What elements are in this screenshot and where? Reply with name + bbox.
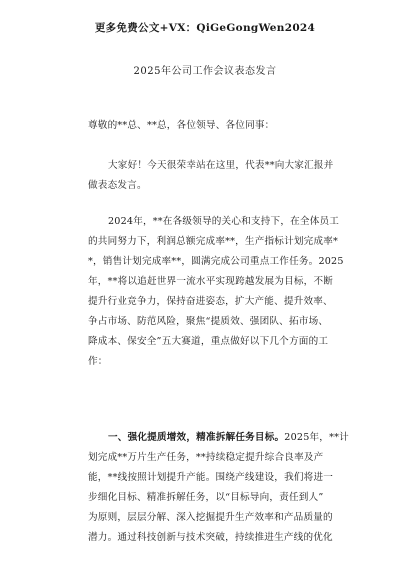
paragraph-line: 争占市场、防范风险，聚焦“提质效、强团队、拓市场、	[88, 316, 329, 327]
paragraph-line: 降成本、保安全”五大赛道，重点做好以下几个方面的工	[88, 336, 329, 347]
paragraph-line: 能，**线按照计划提升产能。围绕产线建设，我们将进一	[88, 472, 334, 483]
promo-header: 更多免费公文+VX：QiGeGongWen2024	[94, 22, 316, 34]
intro-paragraph	[88, 156, 342, 196]
paragraph-line: 为原则，层层分解、深入挖掘提升生产效率和产品质量的	[88, 512, 333, 523]
paragraph-line: 年，**将以追赶世界一流水平实现跨越发展为目标，不断	[88, 276, 334, 287]
summary-paragraph	[88, 212, 342, 372]
salutation-paragraph	[88, 116, 342, 136]
paragraph-line: 作：	[88, 356, 108, 367]
paragraph-line: *，销售计划完成率**，圆满完成公司重点工作任务。2025	[88, 256, 344, 267]
section-heading-line	[88, 428, 349, 448]
salutation-line: 尊敬的**总、**总，各位领导、各位同事：	[88, 120, 275, 131]
paragraph-line: 2024年，**在各级领导的关心和支持下，在全体员工	[108, 216, 340, 227]
paragraph-line: 划完成**万片生产任务，**持续稳定提升综合良率及产	[88, 452, 324, 463]
section-one-paragraph	[88, 428, 349, 548]
paragraph-line: 潜力。通过科技创新与技术突破，持续推进生产线的优化	[88, 532, 333, 543]
document-title: 2025年公司工作会议表态发言	[133, 66, 277, 77]
paragraph-line: 大家好！今天很荣幸站在这里，代表**向大家汇报并	[108, 160, 334, 171]
paragraph-line: 步细化目标、精准拆解任务，以“目标导向，责任到人”	[88, 492, 324, 503]
paragraph-line: 的共同努力下，利润总额完成率**，生产指标计划完成率*	[88, 236, 339, 247]
section-first-line-text: 2025年，**计	[284, 432, 349, 443]
section-heading: 一、强化提质增效，精准拆解任务目标。	[108, 432, 285, 443]
paragraph-line: 提升行业竞争力，保持奋进姿态，扩大产能、提升效率、	[88, 296, 333, 307]
paragraph-line: 做表态发言。	[88, 180, 147, 191]
